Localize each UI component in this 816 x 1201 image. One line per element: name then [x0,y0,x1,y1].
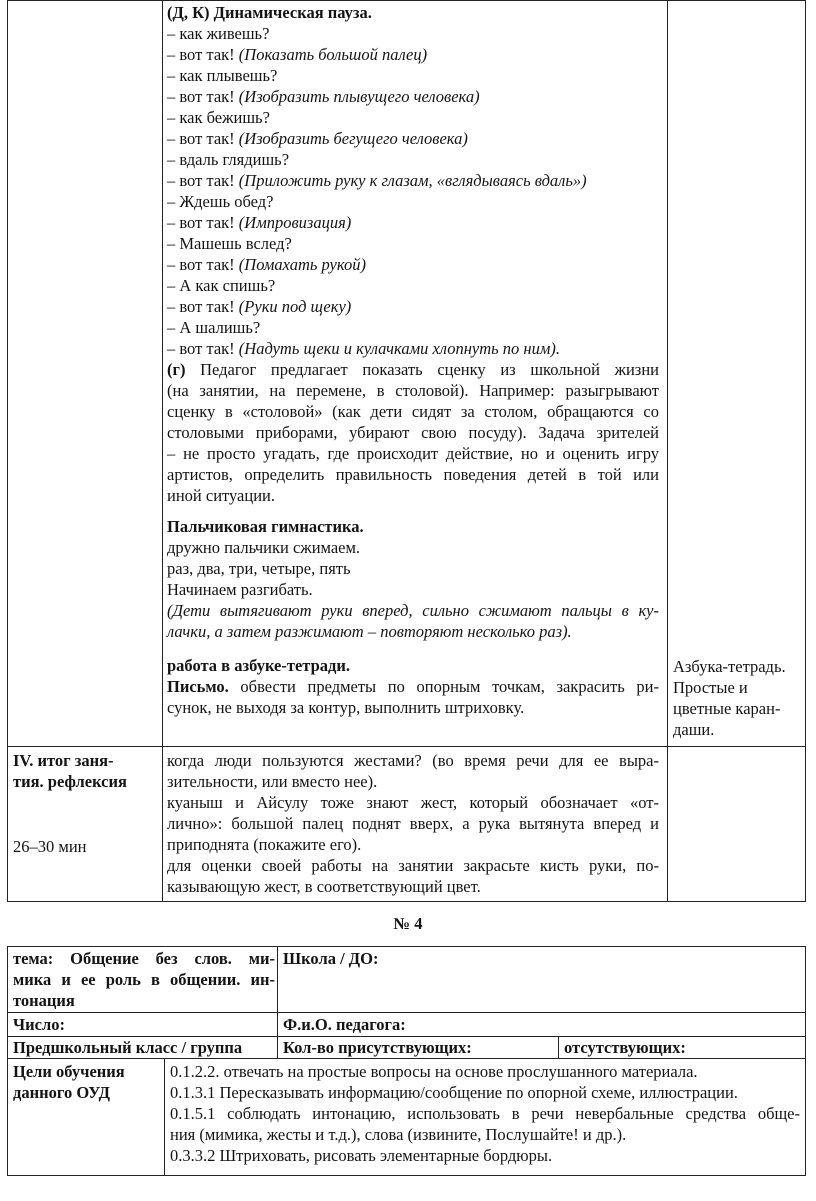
dynamic-pause-lines [167,23,663,359]
stage-direction: (Изобразить плывущего человека) [238,87,480,106]
goals-cell [170,1061,800,1166]
table2-col-divider [164,1058,165,1176]
table1-top-border [7,0,805,1]
stage-direction: (Импровизация) [238,213,352,232]
class-label: Предшкольный класс / группа [13,1038,243,1057]
dynamic-pause-block [167,2,663,359]
date-label: Число: [13,1015,65,1034]
dynamic-pause-line: – вот так! (Надуть щеки и кулачками хлопнуть по ним). [167,339,560,358]
stage-direction: (Надуть щеки и кулачками хлопнуть по ним). [238,339,560,358]
workbook-title: работа в азбуке-тетради. [167,656,351,675]
table2-top-border [7,946,805,947]
stage-direction: (Изобразить бегущего человека) [238,129,468,148]
workbook-block [167,655,659,718]
goals-label: Цели обучения данного ОУД [13,1062,125,1102]
dynamic-pause-line: – вот так! (Изобразить бегущего человека) [167,129,468,148]
dynamic-pause-line: – А шалишь? [167,318,261,337]
scene-line: артистов, определить правильность поведения детей в той или [167,465,659,484]
dynamic-pause-line: – вдаль глядишь? [167,150,290,169]
dynamic-pause-line: – вот так! (Помахать рукой) [167,255,366,274]
finger-gym-block [167,516,659,642]
stage4-line: приподнята (покажите его). [167,835,362,854]
goal-line: 0.1.3.1 Пересказывать информацию/сообщение по опорной схеме, иллюстрации. [170,1083,738,1102]
finger-gym-note: (Дети вытягивают руки вперед, сильно сжимают пальцы в ку- [167,601,659,620]
resources-line: Азбука-тетрадь. [673,657,786,676]
finger-gym-note: лачки, а затем разжимают – повторяют несколько раз). [167,622,572,641]
scene-line: – не просто угадать, где происходит действие, но и оценить игру [167,444,659,463]
goal-line: ния (мимика, жесты и т.д.), слова (извините, Послушайте! и др.). [170,1125,627,1144]
table1-row-divider [7,746,805,747]
scene-line: (на занятии, на перемене, в столовой). Например: разыгрывают [167,381,659,400]
table2-col-divider [277,946,278,1058]
dynamic-pause-title: (Д, К) Динамическая пауза. [167,3,372,22]
table2-bottom-border [7,1175,805,1176]
stage4-title: IV. итог заня- тия. рефлексия [13,751,127,791]
dynamic-pause-line: – вот так! (Приложить руку к глазам, «вглядываясь вдаль») [167,171,587,190]
table1-left-border [7,0,8,902]
goal-line: 0.1.2.2. отвечать на простые вопросы на основе прослушанного материала. [170,1062,698,1081]
stage4-line: для оценки своей работы на занятии закрасьте кисть руки, по- [167,856,659,875]
stage-direction: (Помахать рукой) [238,255,366,274]
dynamic-pause-line: – вот так! (Руки под щеку) [167,297,352,316]
stage-direction: (Руки под щеку) [238,297,352,316]
scene-line: иной ситуации. [167,486,275,505]
dynamic-pause-line: – вот так! (Импровизация) [167,213,352,232]
topic-cell: тема: Общение без слов. ми- мика и ее роль в общении. ин- тонация [13,949,275,1010]
finger-gym-line: раз, два, три, четыре, пять [167,559,351,578]
stage-direction: (Приложить руку к глазам, «вглядываясь вдаль») [238,171,587,190]
scene-line: (г) Педагог предлагает показать сценку из школьной жизни [167,360,659,379]
workbook-line: сунок, не выходя за контур, выполнить штриховку. [167,698,525,717]
finger-gym-line: дружно пальчики сжимаем. [167,538,361,557]
scene-line: столовыми приборами, убирают свою посуду). Задача зрителей [167,423,659,442]
workbook-line: Письмо. обвести предметы по опорным точкам, закрасить ри- [167,677,659,696]
finger-gym-title: Пальчиковая гимнастика. [167,517,364,536]
resources-line: Простые и [673,678,748,697]
goal-line: 0.1.5.1 соблюдать интонацию, использовать в речи невербальные средства обще- [170,1104,800,1123]
table1-right-border [805,0,806,902]
stage-direction: (Показать большой палец) [238,45,428,64]
stage4-line: когда люди пользуются жестами? (во время речи для ее выра- [167,751,659,770]
table2-left-border [7,946,8,1176]
dynamic-pause-line: – вот так! (Изобразить плывущего человека) [167,87,480,106]
stage4-time: 26–30 мин [13,837,87,856]
scene-block [167,359,659,506]
present-label: Кол-во присутствующих: [283,1038,472,1057]
dynamic-pause-line: – как живешь? [167,24,270,43]
dynamic-pause-line: – Ждешь обед? [167,192,274,211]
table2-row-divider [7,1058,805,1059]
stage4-content [167,750,659,897]
resources-line: даши. [673,720,715,739]
dynamic-pause-line: – Машешь вслед? [167,234,292,253]
stage4-line: зительности, или вместо нее). [167,772,378,791]
table1-bottom-border [7,901,805,902]
stage4-line: лично»: большой палец поднят вверх, а рука вытянута вперед и [167,814,659,833]
resources-cell [673,656,803,740]
stage4-line: казывающую жест, в соответствующий цвет. [167,877,481,896]
dynamic-pause-line: – как бежишь? [167,108,270,127]
teacher-label: Ф.и.О. педагога: [283,1015,406,1034]
school-label: Школа / ДО: [283,949,379,968]
lesson-number: № 4 [393,914,423,933]
table2-col-divider [558,1036,559,1058]
dynamic-pause-line: – А как спишь? [167,276,276,295]
scene-line: сценку в «столовой» (как дети сидят за столом, обращаются со [167,402,659,421]
table2-right-border [805,946,806,1176]
writing-label: Письмо. [167,677,229,696]
dynamic-pause-line: – вот так! (Показать большой палец) [167,45,428,64]
absent-label: отсутствующих: [564,1038,686,1057]
resources-line: цветные каран- [673,699,781,718]
stage4-line: куаныш и Айсулу тоже знают жест, который обозначает «от- [167,793,659,812]
scene-label: (г) [167,360,186,379]
finger-gym-line: Начинаем разгибать. [167,580,313,599]
table1-col-divider-1 [162,0,163,902]
dynamic-pause-line: – как плывешь? [167,66,278,85]
table1-col-divider-2 [667,0,668,902]
table2-row-divider [7,1012,805,1013]
goal-line: 0.3.3.2 Штриховать, рисовать элементарные бордюры. [170,1146,553,1165]
